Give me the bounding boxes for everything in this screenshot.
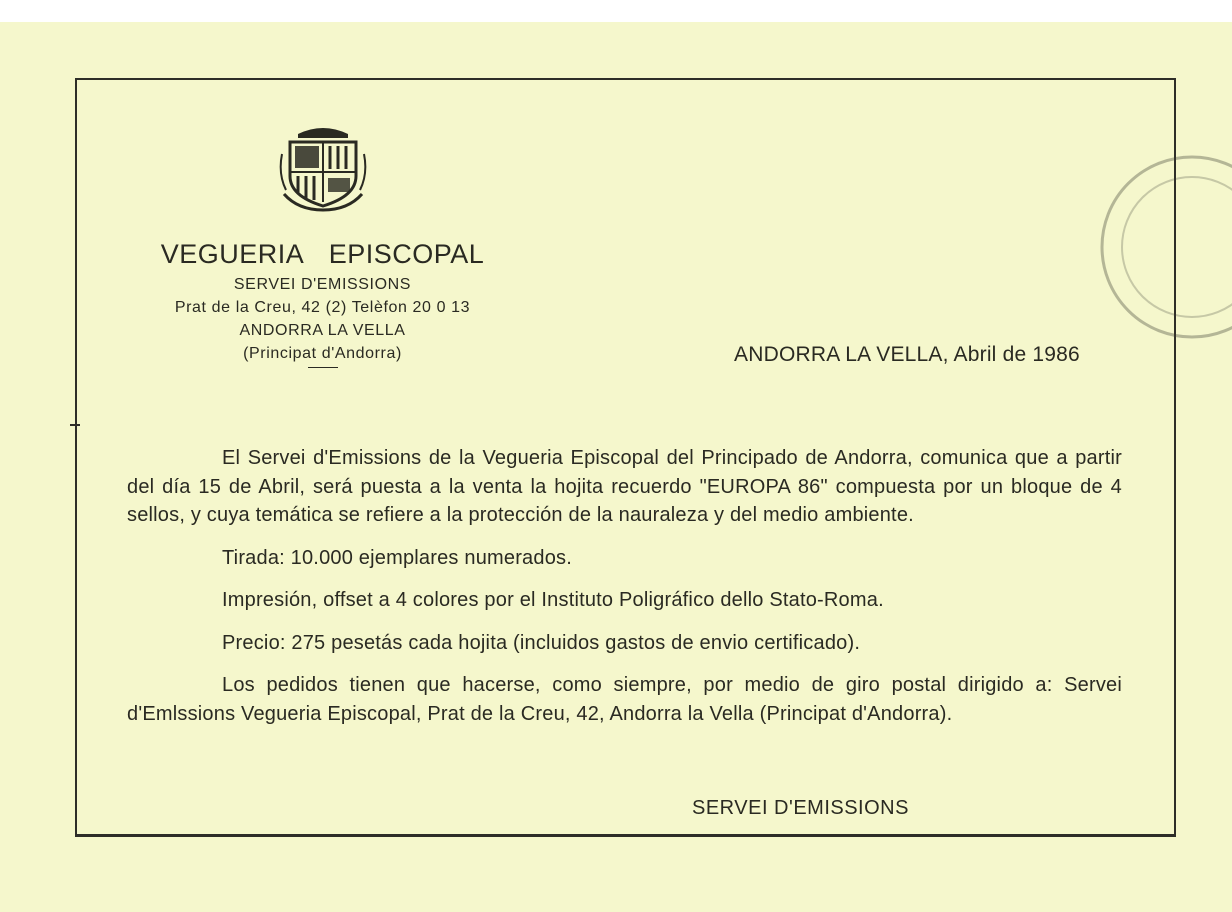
- announcement-body: [127, 444, 1122, 728]
- intro-paragraph: El Servei d'Emissions de la Vegueria Episcopal del Principado de Andorra, comunica que a partir del día 15 de Abril, será puesta a la venta la hojita recuerdo "EUROPA 86" compuesta por un bloque de 4 sellos, y cuya temática se refiere a la protección de la nauraleza y del medio ambiente.: [127, 447, 1122, 526]
- precio-line: Precio: 275 pesetás cada hojita (incluidos gastos de envio certificado).: [222, 631, 861, 654]
- country-line: (Principat d'Andorra): [243, 345, 402, 362]
- letterhead: [140, 237, 505, 368]
- pedidos-paragraph: Los pedidos tienen que hacerse, como siempre, por medio de giro postal dirigido a: Servei d'Emlssions Vegueria Episcopal, Prat de la Creu, 42, Andorra la Vella (Principat d'Andorra).: [127, 674, 1122, 725]
- address-line: Prat de la Creu, 42 (2) Telèfon 20 0 13: [174, 299, 471, 316]
- frame-notch: [70, 424, 80, 426]
- impresion-line: Impresión, offset a 4 colores por el Instituto Poligráfico dello Stato-Roma.: [222, 589, 884, 611]
- postmark-stamp-icon: [1042, 152, 1232, 342]
- date-line: ANDORRA LA VELLA, Abril de 1986: [734, 343, 1080, 366]
- signature: SERVEI D'EMISSIONS: [692, 797, 909, 819]
- coat-of-arms-icon: [278, 124, 368, 216]
- org-title: VEGUERIA EPISCOPAL: [160, 239, 485, 269]
- tirada-line: Tirada: 10.000 ejemplares numerados.: [222, 546, 572, 569]
- city-line: ANDORRA LA VELLA: [239, 322, 406, 339]
- announcement-card: [0, 22, 1232, 912]
- service-name: SERVEI D'EMISSIONS: [233, 276, 412, 293]
- letterhead-rule: [308, 367, 338, 368]
